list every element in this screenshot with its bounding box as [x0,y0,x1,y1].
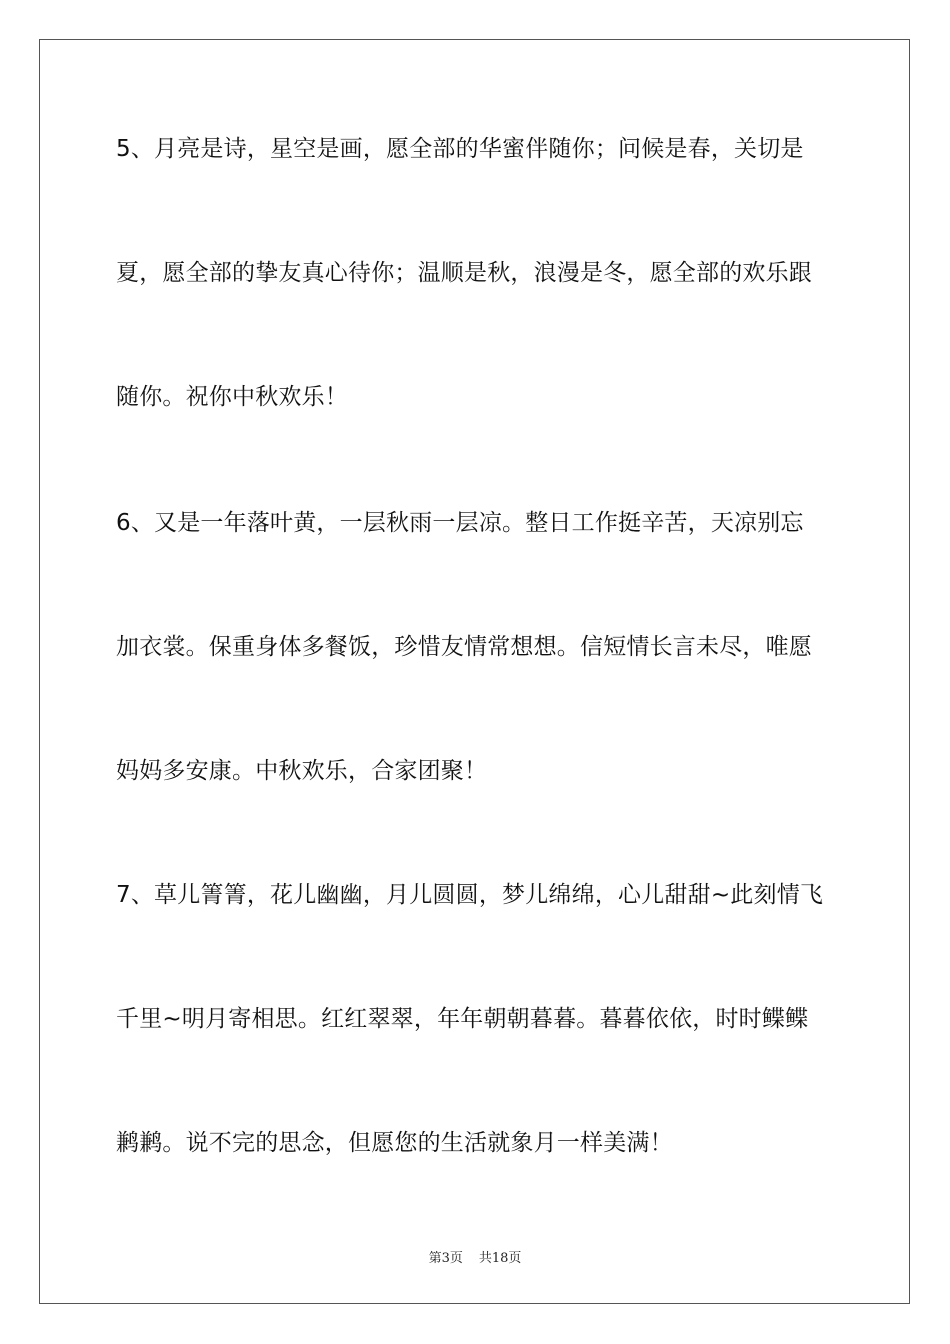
paragraph-5-line-2: 夏，愿全部的挚友真心待你；温顺是秋，浪漫是冬，愿全部的欢乐跟 [116,260,812,286]
paragraph-6-line-2: 加衣裳。保重身体多餐饭，珍惜友情常想想。信短情长言未尽，唯愿 [116,634,812,660]
paragraph-7-line-1: 7、草儿箐箐，花儿幽幽，月儿圆圆，梦儿绵绵，心儿甜甜~此刻情飞 [116,882,824,908]
paragraph-5-line-3: 随你。祝你中秋欢乐！ [116,384,348,410]
page-number: 第3页 [428,1251,463,1266]
paragraph-6-line-3: 妈妈多安康。中秋欢乐，合家团聚！ [116,758,488,784]
page-footer [0,1247,950,1266]
paragraph-5-line-1: 5、月亮是诗，星空是画，愿全部的华蜜伴随你；问候是春，关切是 [116,136,804,162]
page-border [39,39,910,1304]
paragraph-7-line-2: 千里~明月寄相思。红红翠翠，年年朝朝暮暮。暮暮依依，时时鲽鲽 [116,1006,809,1032]
paragraph-6-line-1: 6、又是一年落叶黄，一层秋雨一层凉。整日工作挺辛苦，天凉别忘 [116,510,804,536]
paragraph-7-line-3: 鹣鹣。说不完的思念，但愿您的生活就象月一样美满！ [116,1130,673,1156]
total-pages: 共18页 [478,1251,522,1266]
